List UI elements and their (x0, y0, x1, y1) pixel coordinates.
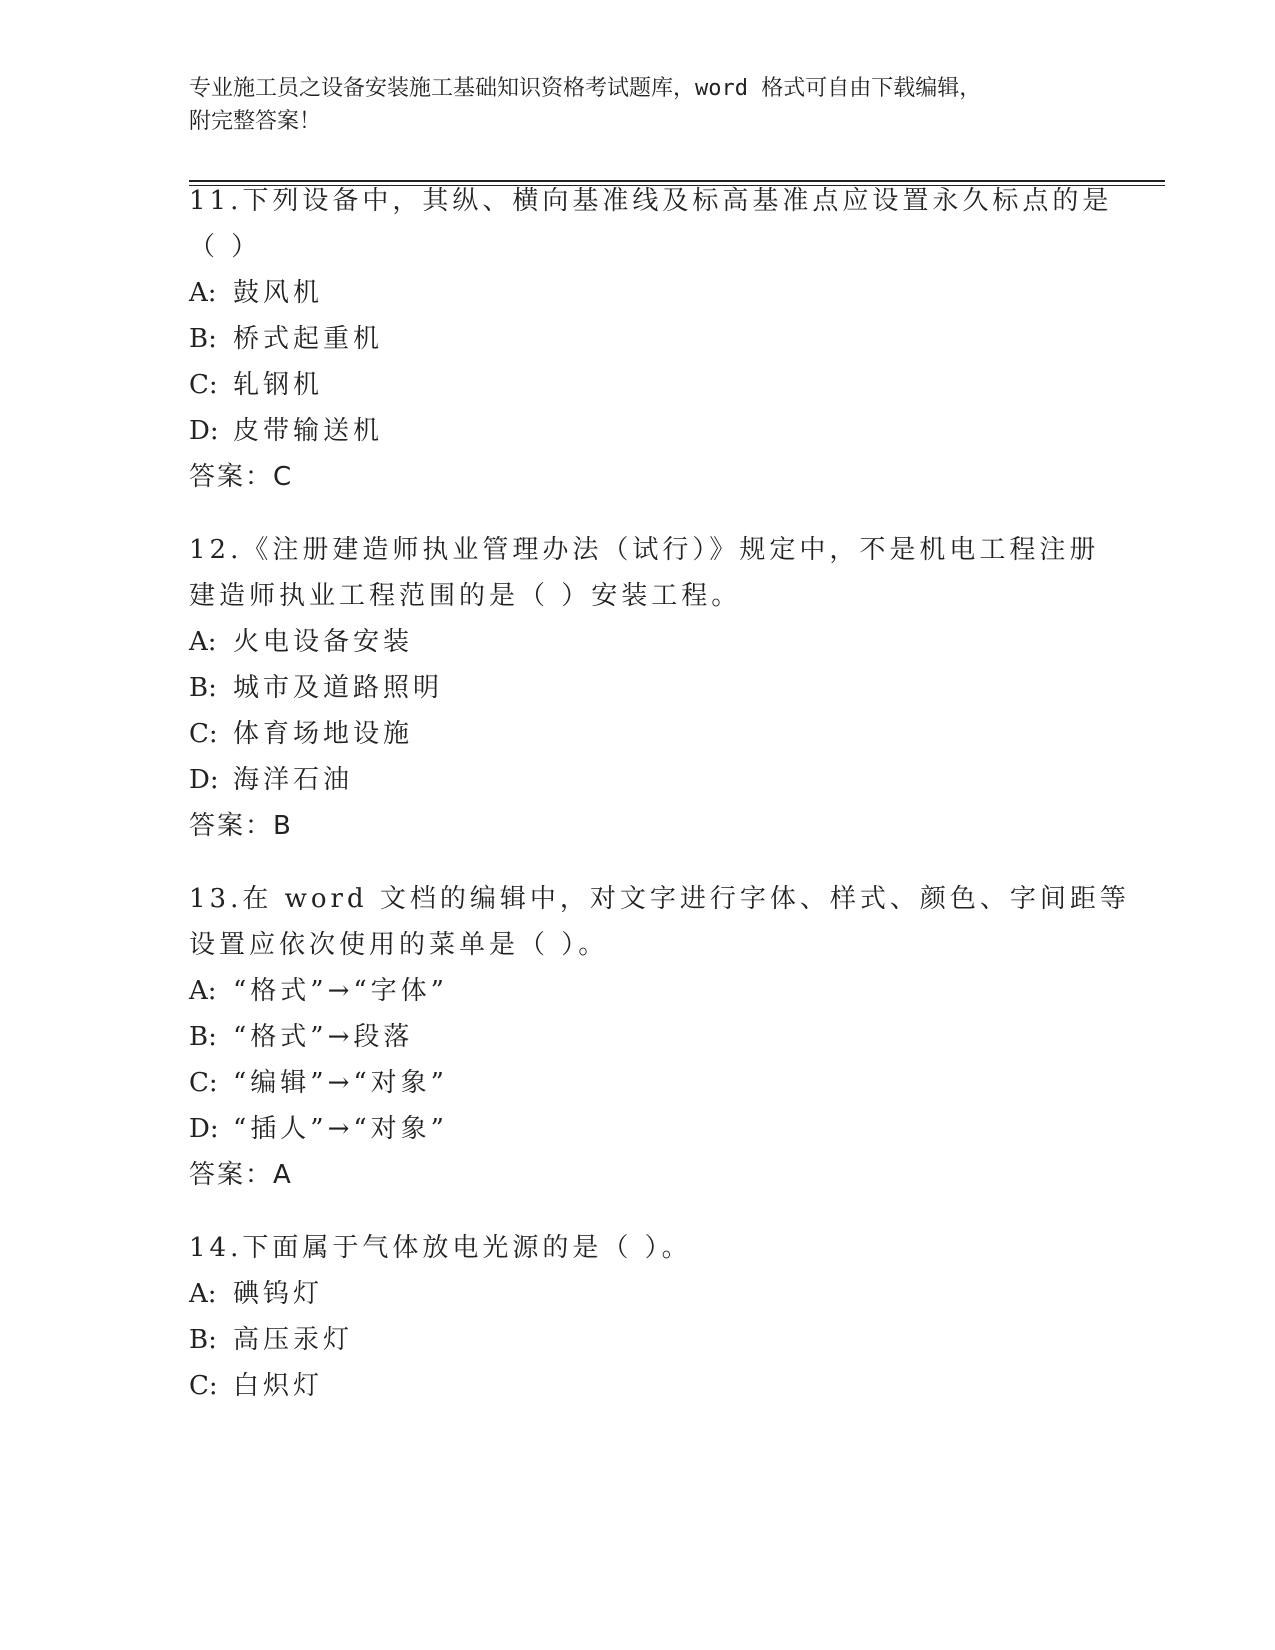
question-stem-line-1: 13.在 word 文档的编辑中，对文字进行字体、样式、颜色、字间距等 (189, 884, 1130, 914)
option-letter: B: (189, 1022, 217, 1052)
question-stem-line-1: 11.下列设备中，其纵、横向基准线及标高基准点应设置永久标点的是 (189, 186, 1113, 216)
option-letter: B: (189, 1325, 217, 1355)
question-14 (189, 1225, 1089, 1409)
option-text: 海洋石油 (233, 765, 354, 795)
question-stem-line-2: （ ） (189, 232, 262, 262)
option-letter: A: (189, 1279, 217, 1309)
option-text: 体育场地设施 (233, 719, 414, 749)
option-letter: B: (189, 673, 217, 703)
header-line-2: 附完整答案！ (189, 109, 322, 134)
option-text: “编辑”→“对象” (233, 1068, 448, 1098)
option-text: 桥式起重机 (233, 324, 384, 354)
option-b (189, 665, 1089, 711)
option-letter: B: (189, 324, 217, 354)
option-letter: C: (189, 1371, 218, 1401)
option-c (189, 1060, 1089, 1106)
option-d (189, 408, 1089, 454)
option-letter: C: (189, 719, 218, 749)
option-b (189, 1014, 1089, 1060)
option-letter: A: (189, 278, 217, 308)
option-text: “格式”→段落 (233, 1022, 414, 1052)
answer-line: 答案：B (189, 811, 293, 841)
option-a (189, 270, 1089, 316)
answer-line: 答案：A (189, 1160, 293, 1190)
option-c (189, 362, 1089, 408)
option-letter: D: (189, 416, 219, 446)
question-stem-line-2: 建造师执业工程范围的是（ ）安装工程。 (189, 581, 742, 611)
option-a (189, 968, 1089, 1014)
document-header (189, 72, 1089, 138)
option-text: 城市及道路照明 (233, 673, 444, 703)
option-a (189, 1271, 1089, 1317)
option-letter: C: (189, 370, 218, 400)
option-text: 白炽灯 (233, 1371, 324, 1401)
option-c (189, 1363, 1089, 1409)
option-b (189, 1317, 1089, 1363)
question-stem-line-1: 12.《注册建造师执业管理办法（试行）》规定中，不是机电工程注册 (189, 535, 1100, 565)
option-text: 碘钨灯 (233, 1279, 324, 1309)
option-letter: D: (189, 1114, 219, 1144)
header-line-1: 专业施工员之设备安装施工基础知识资格考试题库，word 格式可自由下载编辑， (189, 76, 982, 101)
question-11 (189, 178, 1113, 500)
answer-line: 答案：C (189, 462, 294, 492)
option-d (189, 1106, 1089, 1152)
option-a (189, 619, 1089, 665)
question-stem-line-2: 设置应依次使用的菜单是（ ）。 (189, 930, 609, 960)
question-13 (189, 876, 1130, 1198)
option-text: 轧钢机 (233, 370, 324, 400)
option-text: 鼓风机 (233, 278, 324, 308)
question-12 (189, 527, 1100, 849)
option-text: 火电设备安装 (233, 627, 414, 657)
option-d (189, 757, 1089, 803)
question-stem-line-1: 14.下面属于气体放电光源的是（ ）。 (189, 1233, 692, 1263)
option-letter: C: (189, 1068, 218, 1098)
option-text: 皮带输送机 (233, 416, 384, 446)
option-letter: D: (189, 765, 219, 795)
option-text: 高压汞灯 (233, 1325, 354, 1355)
option-b (189, 316, 1089, 362)
option-letter: A: (189, 976, 217, 1006)
option-text: “格式”→“字体” (233, 976, 448, 1006)
option-text: “插人”→“对象” (233, 1114, 448, 1144)
option-c (189, 711, 1089, 757)
option-letter: A: (189, 627, 217, 657)
